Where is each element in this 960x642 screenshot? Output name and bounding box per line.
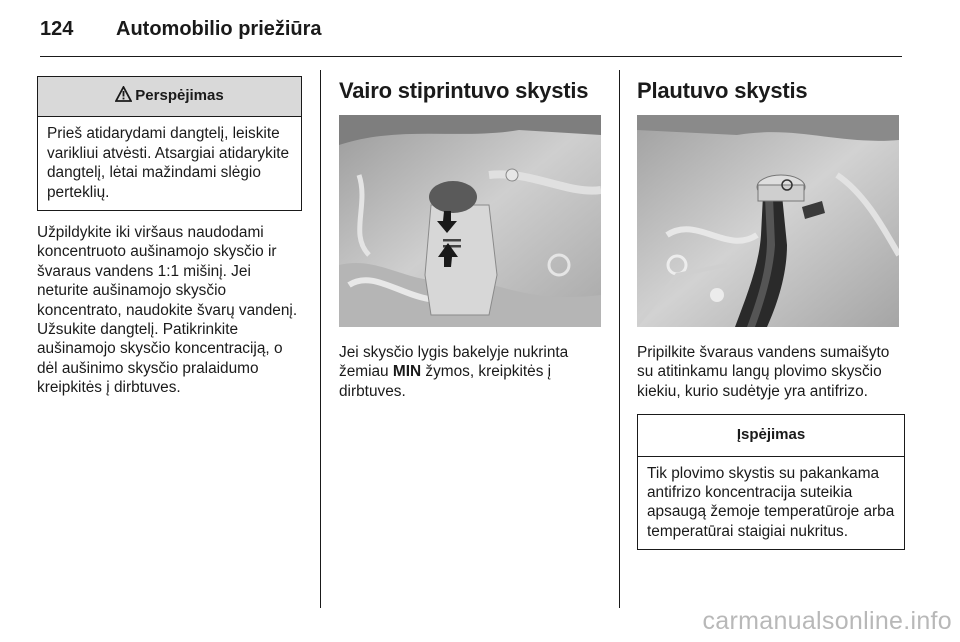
left-column: [37, 76, 302, 398]
header-divider: [40, 56, 902, 57]
warning-box-text: Prieš atidarydami dangtelį, leiskite varikliui atvėsti. Atsargiai atidarykite dangtelį, lėtai mažindami slėgio perteklių.: [47, 125, 290, 201]
middle-column: [339, 76, 607, 401]
page-number: 124: [40, 18, 74, 40]
power-steering-text-before: Jei skysčio lygis bakelyje nukrinta žemiau: [339, 344, 569, 381]
watermark: carmanualsonline.info: [702, 607, 952, 635]
power-steering-reservoir-photo: [339, 115, 601, 327]
right-column: [637, 76, 905, 550]
coolant-paragraph: Užpildykite iki viršaus naudodami koncentruoto aušinamojo skysčio ir švaraus vandens 1:1 mišinį. Jei neturite aušinamojo skysčio koncentrato, naudokite švarų vandenį. Užsukite dangtelį. Patikrinkite aušinamojo skysčio koncentraciją, o dėl aušinimo skysčio pralaidumo kreipkitės į dirbtuves.: [37, 224, 298, 397]
notice-box-text: Tik plovimo skystis su pakankama antifrizo koncentracija suteikia apsaugą žemoje temperatūroje arba temperatūrai staigiai nukritus.: [647, 464, 895, 540]
washer-fluid-title: Plautuvo skystis: [637, 78, 808, 103]
warning-box: [37, 76, 302, 211]
page-header: [40, 18, 322, 41]
washer-fluid-reservoir-photo: [637, 115, 899, 327]
power-steering-title: Vairo stiprintuvo skystis: [339, 78, 589, 103]
warning-box-title: Perspėjimas: [135, 87, 224, 104]
notice-box: [637, 414, 905, 550]
column-divider-right: [619, 70, 620, 608]
washer-fluid-paragraph: Pripilkite švaraus vandens sumaišyto su atitinkamu langų plovimo skysčio kiekiu, kurio sudėtyje yra antifrizo.: [637, 344, 890, 400]
warning-box-header: [38, 77, 301, 117]
warning-triangle-icon: [115, 86, 132, 107]
notice-box-title: Įspėjimas: [638, 415, 904, 456]
power-steering-text-after: žymos, kreipkitės į dirbtuves.: [339, 363, 552, 400]
power-steering-paragraph: [339, 343, 607, 401]
min-mark-label: MIN: [392, 363, 422, 381]
column-divider-left: [320, 70, 321, 608]
chapter-title: Automobilio priežiūra: [116, 18, 322, 40]
